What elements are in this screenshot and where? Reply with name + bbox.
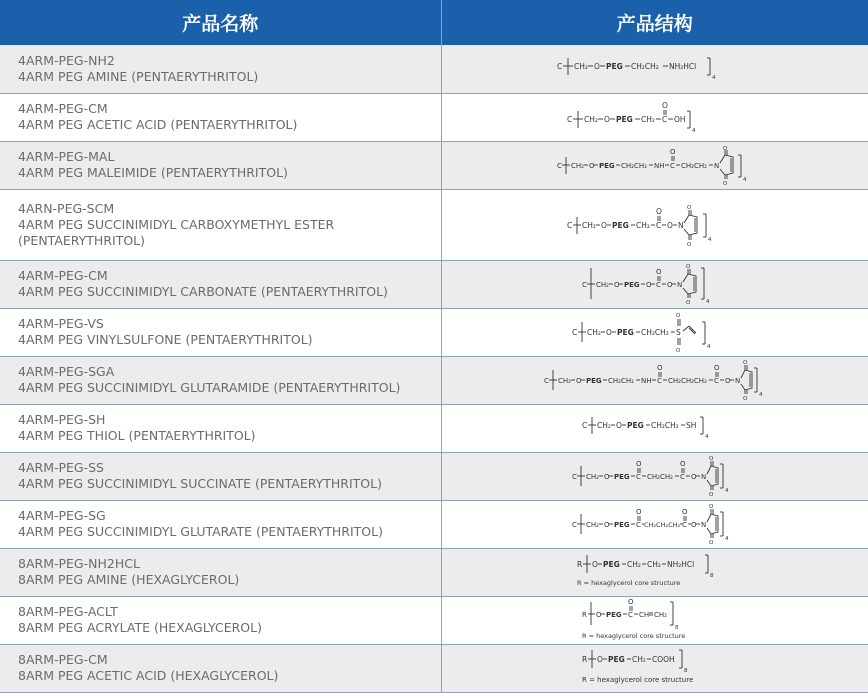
svg-text:C: C [566, 220, 572, 230]
svg-text:PEG: PEG [586, 377, 602, 385]
product-code: 4ARM-PEG-SGA [18, 364, 115, 379]
svg-text:C: C [657, 377, 663, 385]
svg-text:COOH: COOH [651, 655, 675, 664]
svg-text:O: O [645, 281, 652, 289]
structure-formula [570, 310, 740, 354]
svg-text:CH₂CH₂CH₂: CH₂CH₂CH₂ [643, 521, 680, 529]
svg-text:O: O [681, 508, 688, 516]
structure-formula [555, 145, 755, 185]
core-structure-note: R = hexaglycerol core structure [581, 632, 686, 640]
svg-text:PEG: PEG [607, 655, 625, 664]
product-name-cell [0, 404, 441, 452]
svg-text:8: 8 [683, 668, 688, 674]
svg-text:CH₂: CH₂ [596, 421, 611, 430]
product-code: 8ARM-PEG-NH2HCL [18, 556, 140, 571]
product-code: 4ARM-PEG-SS [18, 460, 104, 475]
svg-text:O: O [725, 377, 731, 385]
product-name-cont: (PENTAERYTHRITOL) [18, 232, 146, 248]
product-code: 4ARM-PEG-SG [18, 508, 106, 523]
svg-text:PEG: PEG [613, 521, 630, 529]
product-name-cell [0, 644, 441, 692]
svg-text:PEG: PEG [611, 220, 629, 230]
product-name: 8ARM PEG ACETIC ACID (HEXAGLYCEROL) [18, 668, 279, 683]
svg-text:N: N [735, 377, 741, 385]
svg-text:NH: NH [653, 162, 665, 170]
svg-text:CH₂: CH₂ [573, 61, 588, 71]
svg-text:CH₂CH₂: CH₂CH₂ [650, 421, 679, 430]
product-code: 4ARM-PEG-CM [18, 101, 108, 116]
product-name-cell [0, 189, 441, 260]
svg-text:O: O [603, 115, 610, 124]
structure-cell [441, 404, 868, 452]
svg-text:CH₂: CH₂ [631, 655, 646, 664]
svg-text:CH₂: CH₂ [646, 560, 661, 569]
product-name: 4ARM PEG VINYLSULFONE (PENTAERYTHRITOL) [18, 332, 313, 347]
svg-text:O: O [615, 421, 622, 430]
table-row [0, 404, 868, 452]
table-header-row [0, 0, 868, 45]
svg-text:CH₂: CH₂ [653, 611, 667, 619]
svg-text:CH₂: CH₂ [581, 220, 596, 230]
svg-text:C: C [655, 220, 661, 230]
svg-text:4: 4 [705, 299, 710, 305]
svg-text:CH₂CH₂: CH₂CH₂ [620, 162, 647, 170]
svg-text:R: R [581, 611, 587, 619]
svg-text:O: O [685, 264, 691, 270]
svg-text:C: C [681, 521, 687, 529]
table-row [0, 356, 868, 404]
svg-text:CH₂CH₂: CH₂CH₂ [646, 473, 673, 481]
table-row [0, 596, 868, 644]
structure-cell [441, 548, 868, 596]
svg-text:O: O [675, 313, 681, 319]
svg-text:O: O [743, 360, 748, 366]
svg-text:O: O [588, 162, 595, 170]
table-row [0, 548, 868, 596]
svg-text:O: O [708, 504, 714, 510]
svg-text:O: O [679, 460, 686, 468]
svg-text:CH₂: CH₂ [595, 281, 609, 289]
product-name-cell [0, 93, 441, 141]
table-row [0, 452, 868, 500]
svg-text:4: 4 [707, 236, 712, 243]
svg-text:PEG: PEG [623, 281, 640, 289]
product-name: 4ARM PEG ACETIC ACID (PENTAERYTHRITOL) [18, 117, 298, 132]
svg-text:PEG: PEG [602, 560, 620, 569]
product-name: 4ARM PEG AMINE (PENTAERYTHRITOL) [18, 68, 259, 84]
svg-text:CH: CH [638, 611, 649, 619]
core-structure-note: R = hexaglycerol core structure [576, 579, 681, 587]
table-row [0, 500, 868, 548]
svg-text:C: C [556, 61, 562, 71]
svg-text:O: O [593, 61, 600, 71]
structure-formula [580, 413, 730, 443]
product-name-cell [0, 356, 441, 404]
svg-text:PEG: PEG [598, 162, 615, 170]
svg-text:NH₂HCl: NH₂HCl [668, 61, 696, 71]
product-name-cell [0, 500, 441, 548]
svg-text:4: 4 [724, 536, 729, 542]
svg-text:4: 4 [706, 344, 711, 350]
svg-text:8: 8 [709, 573, 714, 579]
svg-text:CH₂: CH₂ [570, 162, 584, 170]
svg-text:CH₂: CH₂ [635, 220, 650, 230]
table-row [0, 45, 868, 93]
product-name-cell [0, 45, 441, 93]
structure-formula [575, 552, 735, 592]
svg-text:C: C [544, 377, 550, 385]
product-name-cell [0, 548, 441, 596]
svg-text:C: C [556, 162, 562, 170]
svg-text:O: O [596, 655, 603, 664]
svg-text:O: O [708, 492, 714, 498]
svg-text:O: O [595, 611, 602, 619]
structure-formula [555, 54, 755, 84]
svg-text:O: O [635, 460, 642, 468]
svg-text:CH₂: CH₂ [585, 473, 599, 481]
svg-text:O: O [708, 540, 714, 546]
svg-text:O: O [657, 364, 663, 372]
svg-text:O: O [722, 146, 728, 152]
svg-text:PEG: PEG [616, 328, 634, 337]
column-header-name: 产品名称 [0, 0, 441, 45]
svg-text:CH₂: CH₂ [583, 115, 598, 124]
svg-text:4: 4 [742, 177, 747, 183]
table-row [0, 260, 868, 308]
svg-text:4: 4 [704, 434, 709, 440]
svg-text:N: N [700, 473, 706, 481]
svg-text:O: O [686, 204, 692, 211]
svg-text:CH₂CH₂: CH₂CH₂ [680, 162, 707, 170]
product-name-cell [0, 452, 441, 500]
svg-text:CH₂: CH₂ [626, 560, 641, 569]
svg-text:CH₂CH₂: CH₂CH₂ [608, 377, 635, 385]
svg-text:C: C [571, 473, 577, 481]
svg-text:8: 8 [674, 625, 679, 631]
structure-cell [441, 141, 868, 189]
table-row [0, 141, 868, 189]
svg-text:C: C [669, 162, 675, 170]
svg-text:C: C [635, 521, 641, 529]
structure-formula [580, 597, 730, 643]
table-row [0, 93, 868, 141]
structure-formula [570, 502, 740, 546]
product-code: 4ARM-PEG-MAL [18, 149, 115, 164]
svg-text:N: N [713, 162, 719, 170]
svg-text:N: N [677, 220, 684, 230]
svg-text:O: O [605, 328, 612, 337]
product-name-cell [0, 141, 441, 189]
structure-formula [570, 454, 740, 498]
svg-text:PEG: PEG [613, 473, 630, 481]
structure-cell [441, 189, 868, 260]
product-code: 8ARM-PEG-ACLT [18, 604, 118, 619]
structure-cell [441, 356, 868, 404]
svg-text:O: O [635, 508, 642, 516]
structure-cell [441, 45, 868, 93]
svg-text:CH₂: CH₂ [640, 115, 655, 124]
structure-cell [441, 500, 868, 548]
product-name-cell [0, 596, 441, 644]
svg-text:OH: OH [673, 115, 686, 124]
product-name-cell [0, 260, 441, 308]
product-code: 4ARM-PEG-VS [18, 316, 104, 331]
product-code: 8ARM-PEG-CM [18, 652, 108, 667]
svg-text:CH₂CH₂: CH₂CH₂ [640, 328, 669, 337]
svg-text:N: N [700, 521, 706, 529]
product-name: 4ARM PEG SUCCINIMIDYL SUCCINATE (PENTAERYTHRITOL) [18, 476, 382, 491]
svg-text:CH₂CH₂CH₂: CH₂CH₂CH₂ [668, 377, 708, 385]
svg-text:O: O [666, 220, 673, 230]
product-name: 4ARM PEG THIOL (PENTAERYTHRITOL) [18, 428, 256, 443]
svg-text:R: R [576, 560, 582, 569]
svg-text:C: C [571, 521, 577, 529]
svg-text:O: O [661, 101, 668, 110]
svg-text:C: C [661, 115, 667, 124]
svg-text:R: R [581, 655, 587, 664]
svg-text:O: O [743, 396, 748, 402]
svg-text:O: O [708, 456, 714, 462]
structure-formula [542, 358, 767, 402]
product-name: 4ARM PEG SUCCINIMIDYL GLUTARATE (PENTAERYTHRITOL) [18, 524, 383, 539]
svg-text:PEG: PEG [626, 421, 644, 430]
svg-text:C: C [566, 115, 572, 124]
svg-text:C: C [581, 281, 587, 289]
svg-text:S: S [675, 328, 681, 337]
svg-text:PEG: PEG [605, 611, 622, 619]
svg-text:NH: NH [641, 377, 652, 385]
product-name: 8ARM PEG AMINE (HEXAGLYCEROL) [18, 572, 240, 587]
product-name: 4ARM PEG SUCCINIMIDYL CARBONATE (PENTAERYTHRITOL) [18, 284, 388, 299]
structure-formula [580, 262, 730, 306]
product-name: 4ARM PEG MALEIMIDE (PENTAERYTHRITOL) [18, 165, 288, 180]
svg-text:C: C [581, 421, 587, 430]
svg-text:CH₂: CH₂ [586, 328, 601, 337]
svg-text:O: O [655, 206, 662, 216]
product-code: 4ARN-PEG-SCM [18, 200, 115, 216]
structure-cell [441, 260, 868, 308]
svg-text:O: O [600, 220, 607, 230]
svg-text:O: O [685, 300, 691, 306]
svg-text:NH₂HCl: NH₂HCl [666, 560, 694, 569]
svg-text:4: 4 [691, 128, 696, 134]
svg-text:C: C [627, 611, 633, 619]
svg-text:O: O [603, 521, 610, 529]
svg-text:C: C [635, 473, 641, 481]
product-code: 4ARM-PEG-NH2 [18, 52, 115, 68]
svg-text:O: O [603, 473, 610, 481]
structure-formula [580, 647, 730, 689]
core-structure-note: R = hexaglycerol core structure [581, 676, 693, 684]
svg-text:O: O [686, 241, 692, 248]
svg-text:CH₂: CH₂ [558, 377, 572, 385]
svg-text:CH₂CH₂: CH₂CH₂ [630, 61, 659, 71]
svg-text:O: O [591, 560, 598, 569]
table-row [0, 189, 868, 260]
svg-text:C: C [655, 281, 661, 289]
svg-text:C: C [679, 473, 685, 481]
svg-text:O: O [627, 598, 634, 606]
structure-cell [441, 452, 868, 500]
column-header-structure: 产品结构 [441, 0, 868, 45]
table-row [0, 308, 868, 356]
svg-text:O: O [722, 181, 728, 185]
svg-text:O: O [690, 473, 697, 481]
structure-cell [441, 93, 868, 141]
svg-text:O: O [655, 268, 662, 276]
product-name: 4ARM PEG SUCCINIMIDYL CARBOXYMETHYL ESTER [18, 216, 335, 232]
svg-text:O: O [666, 281, 673, 289]
product-code: 4ARM-PEG-CM [18, 268, 108, 283]
svg-text:PEG: PEG [605, 61, 623, 71]
svg-text:O: O [675, 348, 681, 354]
svg-text:O: O [669, 148, 676, 156]
product-name-cell [0, 308, 441, 356]
svg-text:O: O [690, 521, 697, 529]
structure-formula [565, 202, 745, 248]
svg-text:4: 4 [724, 488, 729, 494]
structure-cell [441, 596, 868, 644]
structure-cell [441, 644, 868, 692]
product-name: 4ARM PEG SUCCINIMIDYL GLUTARAMIDE (PENTAERYTHRITOL) [18, 380, 401, 395]
svg-text:O: O [613, 281, 620, 289]
structure-cell [441, 308, 868, 356]
svg-text:4: 4 [711, 74, 716, 81]
table-row [0, 644, 868, 692]
svg-text:C: C [571, 328, 577, 337]
svg-text:O: O [576, 377, 582, 385]
svg-text:4: 4 [759, 392, 763, 398]
product-code: 4ARM-PEG-SH [18, 412, 106, 427]
product-name: 8ARM PEG ACRYLATE (HEXAGLYCEROL) [18, 620, 262, 635]
svg-text:SH: SH [685, 421, 697, 430]
structure-formula [565, 99, 745, 135]
svg-text:O: O [714, 364, 720, 372]
svg-text:C: C [714, 377, 720, 385]
svg-text:N: N [676, 281, 682, 289]
svg-text:CH₂: CH₂ [585, 521, 599, 529]
svg-text:PEG: PEG [615, 115, 633, 124]
